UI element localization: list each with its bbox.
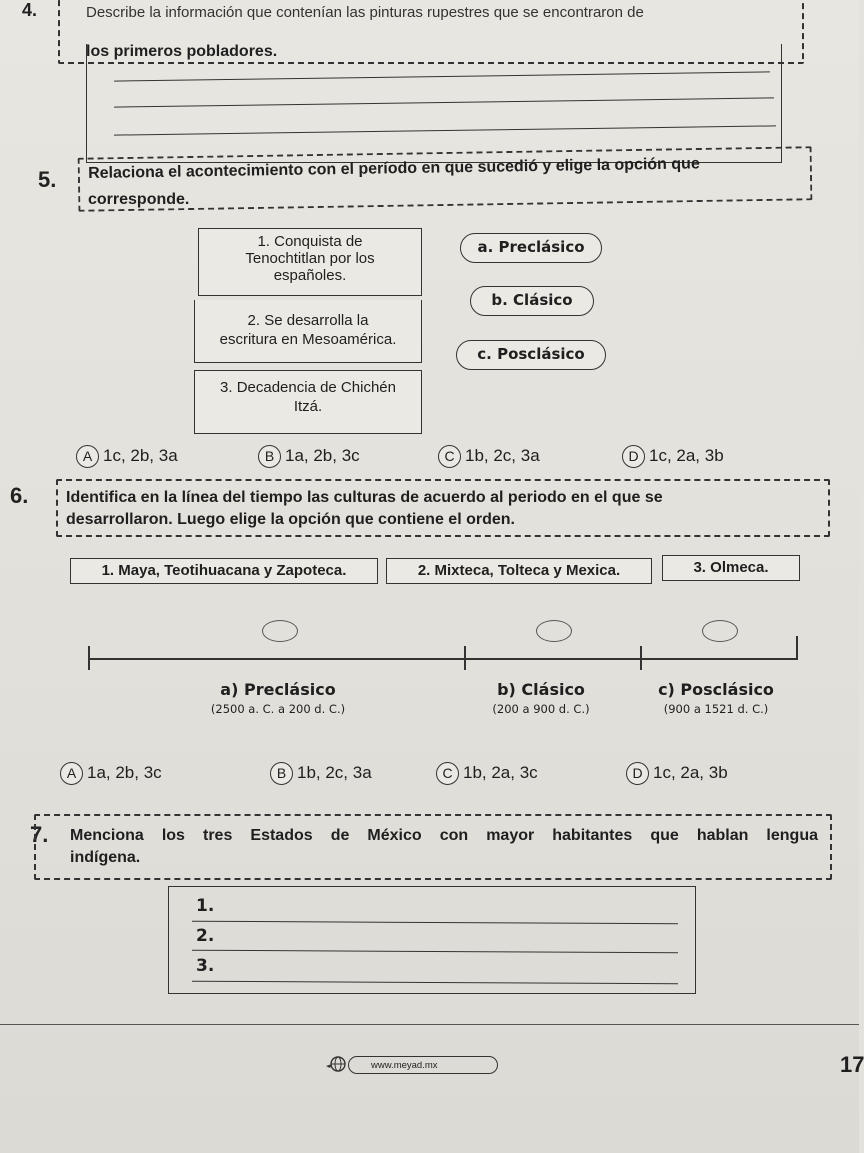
footer-page-number: 17 <box>840 1052 864 1077</box>
q6-period-a-range: (2500 a. C. a 200 d. C.) <box>210 702 346 716</box>
q5-option-a-letter[interactable]: A <box>76 445 99 468</box>
q6-timeline-tick-200 <box>464 646 466 670</box>
q5-option-d-text: 1c, 2a, 3b <box>649 445 724 465</box>
q5-option-b-letter[interactable]: B <box>258 445 281 468</box>
q6-option-d-letter[interactable]: D <box>626 762 649 785</box>
q6-period-c <box>640 680 792 716</box>
q5-event-2-line1: 2. Se desarrolla la <box>247 312 369 329</box>
q7-prompt-line2: indígena. <box>70 849 141 866</box>
q6-answer-circle-b[interactable] <box>536 620 572 642</box>
footer-rule <box>0 1024 859 1025</box>
q5-period-b: b. Clásico <box>470 286 594 316</box>
q5-event-3 <box>194 370 422 434</box>
q6-option-a-letter[interactable]: A <box>60 762 83 785</box>
q7-answer-label-2: 2. <box>196 926 215 946</box>
q5-option-d[interactable] <box>622 445 724 468</box>
q5-event-2-line2: escritura en Mesoamérica. <box>219 331 397 348</box>
q7-prompt-line1: Menciona los tres Estados de México con mayor habitantes que hablan lengua <box>70 827 818 844</box>
q5-event-1-line3: españoles. <box>273 267 347 284</box>
q6-period-b <box>466 680 616 716</box>
q5-option-a-text: 1c, 2b, 3a <box>103 445 178 465</box>
q6-prompt-line1: Identifica en la línea del tiempo las culturas de acuerdo al periodo en el que se <box>66 489 663 506</box>
q6-option-a[interactable] <box>60 762 162 785</box>
q6-timeline-tick-end <box>796 636 798 660</box>
q5-option-c-letter[interactable]: C <box>438 445 461 468</box>
q4-prompt-line1: Describe la información que contenían las pinturas rupestres que se encontraron de <box>86 4 644 21</box>
q6-option-d[interactable] <box>626 762 728 785</box>
q6-option-d-text: 1c, 2a, 3b <box>653 762 728 782</box>
q6-option-b-letter[interactable]: B <box>270 762 293 785</box>
q6-culture-3: 3. Olmeca. <box>662 555 800 581</box>
q6-option-c-letter[interactable]: C <box>436 762 459 785</box>
q6-option-b-text: 1b, 2c, 3a <box>297 762 372 782</box>
q4-prompt-line2: los primeros pobladores. <box>86 43 278 60</box>
q4-answer-box <box>86 44 782 163</box>
q5-option-a[interactable] <box>76 445 178 468</box>
q6-period-a <box>190 680 366 716</box>
q5-period-c: c. Posclásico <box>456 340 606 370</box>
q5-event-1-line1: 1. Conquista de <box>257 233 363 250</box>
q7-number: 7. <box>30 822 49 847</box>
q6-number: 6. <box>10 483 29 508</box>
q5-option-b-text: 1a, 2b, 3c <box>285 445 360 465</box>
q6-timeline-tick-start <box>88 646 90 670</box>
q7-answer-label-3: 3. <box>196 956 215 976</box>
globe-icon <box>326 1056 350 1072</box>
q5-option-b[interactable] <box>258 445 360 468</box>
q5-event-1 <box>198 228 422 296</box>
q6-prompt-line2: desarrollaron. Luego elige la opción que contiene el orden. <box>66 511 515 528</box>
q6-answer-circle-c[interactable] <box>702 620 738 642</box>
q5-option-c-text: 1b, 2c, 3a <box>465 445 540 465</box>
footer-website[interactable]: www.meyad.mx <box>348 1056 498 1074</box>
q5-event-2 <box>194 300 422 363</box>
q6-option-b[interactable] <box>270 762 372 785</box>
q5-event-3-line1: 3. Decadencia de Chichén <box>220 379 396 396</box>
q6-answer-circle-a[interactable] <box>262 620 298 642</box>
q5-option-c[interactable] <box>438 445 540 468</box>
q6-period-b-range: (200 a 900 d. C.) <box>492 702 590 716</box>
q5-prompt-line1: Relaciona el acontecimiento con el período en que sucedió y elige la opción que <box>88 155 700 182</box>
q5-prompt-line2: corresponde. <box>88 191 190 208</box>
q5-period-a: a. Preclásico <box>460 233 602 263</box>
q5-option-d-letter[interactable]: D <box>622 445 645 468</box>
q5-event-1-line2: Tenochtitlan por los <box>245 250 375 267</box>
q6-culture-1: 1. Maya, Teotihuacana y Zapoteca. <box>70 558 378 584</box>
q5-number: 5. <box>38 167 57 192</box>
q6-period-c-name: c) Posclásico <box>658 680 774 699</box>
q6-culture-2: 2. Mixteca, Tolteca y Mexica. <box>386 558 652 584</box>
q7-prompt-box <box>34 814 832 880</box>
q7-answer-box <box>168 886 696 994</box>
q7-answer-label-1: 1. <box>196 896 215 916</box>
q6-option-c-text: 1b, 2a, 3c <box>463 762 538 782</box>
q6-period-c-range: (900 a 1521 d. C.) <box>663 702 769 716</box>
q6-period-b-name: b) Clásico <box>497 680 585 699</box>
q6-period-a-name: a) Preclásico <box>220 680 336 699</box>
q6-option-a-text: 1a, 2b, 3c <box>87 762 162 782</box>
q4-number: 4. <box>22 0 38 20</box>
q6-option-c[interactable] <box>436 762 538 785</box>
q6-timeline-axis <box>88 658 798 660</box>
q6-timeline-tick-900 <box>640 646 642 670</box>
q5-event-3-line2: Itzá. <box>293 398 323 415</box>
